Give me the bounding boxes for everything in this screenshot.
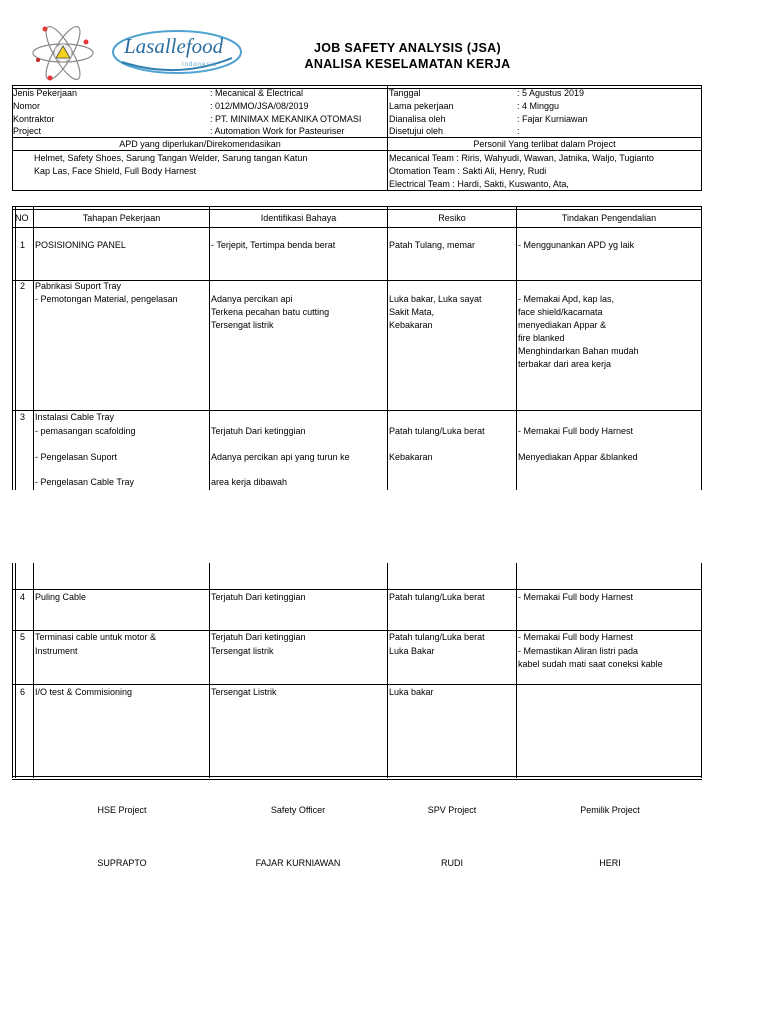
cell-resiko: Patah tulang/Luka berat	[389, 632, 485, 642]
logo-subtext: Indonesia	[182, 62, 218, 68]
cell-bahaya: Adanya percikan api yang turun ke	[211, 452, 350, 462]
personil-line: Mecanical Team : Riris, Wahyudi, Wawan, Jatnika, Waljo, Tugianto	[389, 153, 654, 163]
cell-resiko: Patah tulang/Luka berat	[389, 426, 485, 436]
signature-name: FAJAR KURNIAWAN	[255, 858, 341, 868]
cell-resiko: Patah tulang/Luka berat	[389, 592, 485, 602]
cell-bahaya: Terkena pecahan batu cutting	[211, 307, 330, 317]
cell-resiko: Luka bakar	[389, 687, 434, 697]
cell-tindakan: - Memakai Full body Harnest	[518, 592, 634, 602]
cell-resiko: Luka Bakar	[389, 646, 435, 656]
cell-tindakan: menyediakan Appar &	[518, 320, 607, 330]
cell-bahaya: - Terjepit, Tertimpa benda berat	[211, 240, 336, 250]
cell-tindakan: - Memastikan Aliran listri pada	[518, 646, 639, 656]
label-jenis-pekerjaan: Jenis Pekerjaan	[13, 88, 78, 98]
row-number: 2	[20, 281, 26, 291]
cell-bahaya: Tersengat Listrik	[211, 687, 277, 697]
cell-resiko: Luka bakar, Luka sayat	[389, 294, 482, 304]
signature-name: SUPRAPTO	[97, 858, 147, 868]
value-jenis-pekerjaan: : Mecanical & Electrical	[210, 88, 304, 98]
safety-emblem-logo	[28, 20, 98, 86]
column-header-tahapan: Tahapan Pekerjaan	[82, 213, 161, 223]
label-tanggal: Tanggal	[389, 88, 421, 98]
label-project: Project	[13, 126, 42, 136]
cell-tindakan: - Menggunankan APD yg laik	[518, 240, 635, 250]
cell-tahapan: Pabrikasi Suport Tray	[35, 281, 122, 291]
cell-tahapan: Instrument	[35, 646, 78, 656]
apd-header: APD yang diperlukan/Direkomendasikan	[119, 139, 281, 149]
column-header-no: NO	[15, 213, 29, 223]
personil-line: Otomation Team : Sakti Ali, Henry, Rudi	[389, 166, 547, 176]
row-number: 5	[20, 632, 26, 642]
cell-bahaya: Tersengat listrik	[211, 646, 274, 656]
signature-name: RUDI	[441, 858, 463, 868]
cell-tahapan: Terminasi cable untuk motor &	[35, 632, 157, 642]
logo-wordmark: Lasallefood	[124, 34, 224, 58]
signature-role: Safety Officer	[270, 805, 326, 815]
cell-tahapan: Instalasi Cable Tray	[35, 412, 115, 422]
signature-role: Pemilik Project	[580, 805, 640, 815]
cell-bahaya: area kerja dibawah	[211, 477, 288, 487]
signature-role: SPV Project	[427, 805, 477, 815]
row-number: 1	[20, 240, 26, 250]
label-lama-pekerjaan: Lama pekerjaan	[389, 101, 454, 111]
row-number: 6	[20, 687, 26, 697]
cell-tindakan: fire blanked	[518, 333, 565, 343]
personil-header: Personil Yang terlibat dalam Project	[473, 139, 616, 149]
row-number: 4	[20, 592, 26, 602]
value-lama-pekerjaan: : 4 Minggu	[517, 101, 560, 111]
cell-tindakan: - Memakai Full body Harnest	[518, 632, 634, 642]
cell-bahaya: Terjatuh Dari ketinggian	[211, 632, 306, 642]
signature-role: HSE Project	[97, 805, 147, 815]
cell-resiko: Patah Tulang, memar	[389, 240, 476, 250]
cell-bahaya: Terjatuh Dari ketinggian	[211, 426, 306, 436]
label-nomor: Nomor	[13, 101, 41, 111]
signature-name: HERI	[599, 858, 621, 868]
value-dianalisa: : Fajar Kurniawan	[517, 114, 588, 124]
cell-tindakan: kabel sudah mati saat coneksi kable	[518, 659, 663, 669]
value-disetujui: :	[517, 126, 520, 136]
cell-tindakan: face shield/kacamata	[518, 307, 603, 317]
column-header-tindakan: Tindakan Pengendalian	[561, 213, 657, 223]
cell-tindakan: - Memakai Full body Harnest	[518, 426, 634, 436]
cell-tahapan: - pemasangan scafolding	[35, 426, 136, 436]
cell-tindakan: Menghindarkan Bahan mudah	[518, 346, 639, 356]
apd-line: Helmet, Safety Shoes, Sarung Tangan Welder, Sarung tangan Katun	[34, 153, 308, 163]
cell-bahaya: Adanya percikan api	[211, 294, 293, 304]
cell-bahaya: Tersengat listrik	[211, 320, 274, 330]
cell-tahapan: POSISIONING PANEL	[35, 240, 126, 250]
personil-line: Electrical Team : Hardi, Sakti, Kuswanto, Ata,	[389, 179, 569, 189]
cell-resiko: Sakit Mata,	[389, 307, 435, 317]
label-disetujui: Disetujui oleh	[389, 126, 444, 136]
cell-tahapan: - Pengelasan Suport	[35, 452, 118, 462]
value-project: : Automation Work for Pasteuriser	[210, 126, 345, 136]
column-header-bahaya: Identifikasi Bahaya	[260, 213, 337, 223]
lasallefood-logo	[110, 28, 244, 76]
cell-tindakan: Menyediakan Appar &blanked	[518, 452, 638, 462]
cell-tahapan: Puling Cable	[35, 592, 87, 602]
cell-tahapan: - Pemotongan Material, pengelasan	[35, 294, 178, 304]
value-nomor: : 012/MMO/JSA/08/2019	[210, 101, 309, 111]
row-number: 3	[20, 412, 26, 422]
document-title: JOB SAFETY ANALYSIS (JSA)	[314, 41, 501, 55]
label-dianalisa: Dianalisa oleh	[389, 114, 446, 124]
apd-line: Kap Las, Face Shield, Full Body Harnest	[34, 166, 197, 176]
cell-resiko: Kebakaran	[389, 320, 433, 330]
label-kontraktor: Kontraktor	[13, 114, 55, 124]
cell-tahapan: I/O test & Commisioning	[35, 687, 133, 697]
value-kontraktor: : PT. MINIMAX MEKANIKA OTOMASI	[210, 114, 362, 124]
document-subtitle: ANALISA KESELAMATAN KERJA	[304, 57, 511, 71]
cell-tindakan: terbakar dari area kerja	[518, 359, 612, 369]
cell-tahapan: - Pengelasan Cable Tray	[35, 477, 135, 487]
cell-resiko: Kebakaran	[389, 452, 433, 462]
column-header-resiko: Resiko	[438, 213, 466, 223]
cell-tindakan: - Memakai Apd, kap las,	[518, 294, 615, 304]
cell-bahaya: Terjatuh Dari ketinggian	[211, 592, 306, 602]
value-tanggal: : 5 Agustus 2019	[517, 88, 585, 98]
